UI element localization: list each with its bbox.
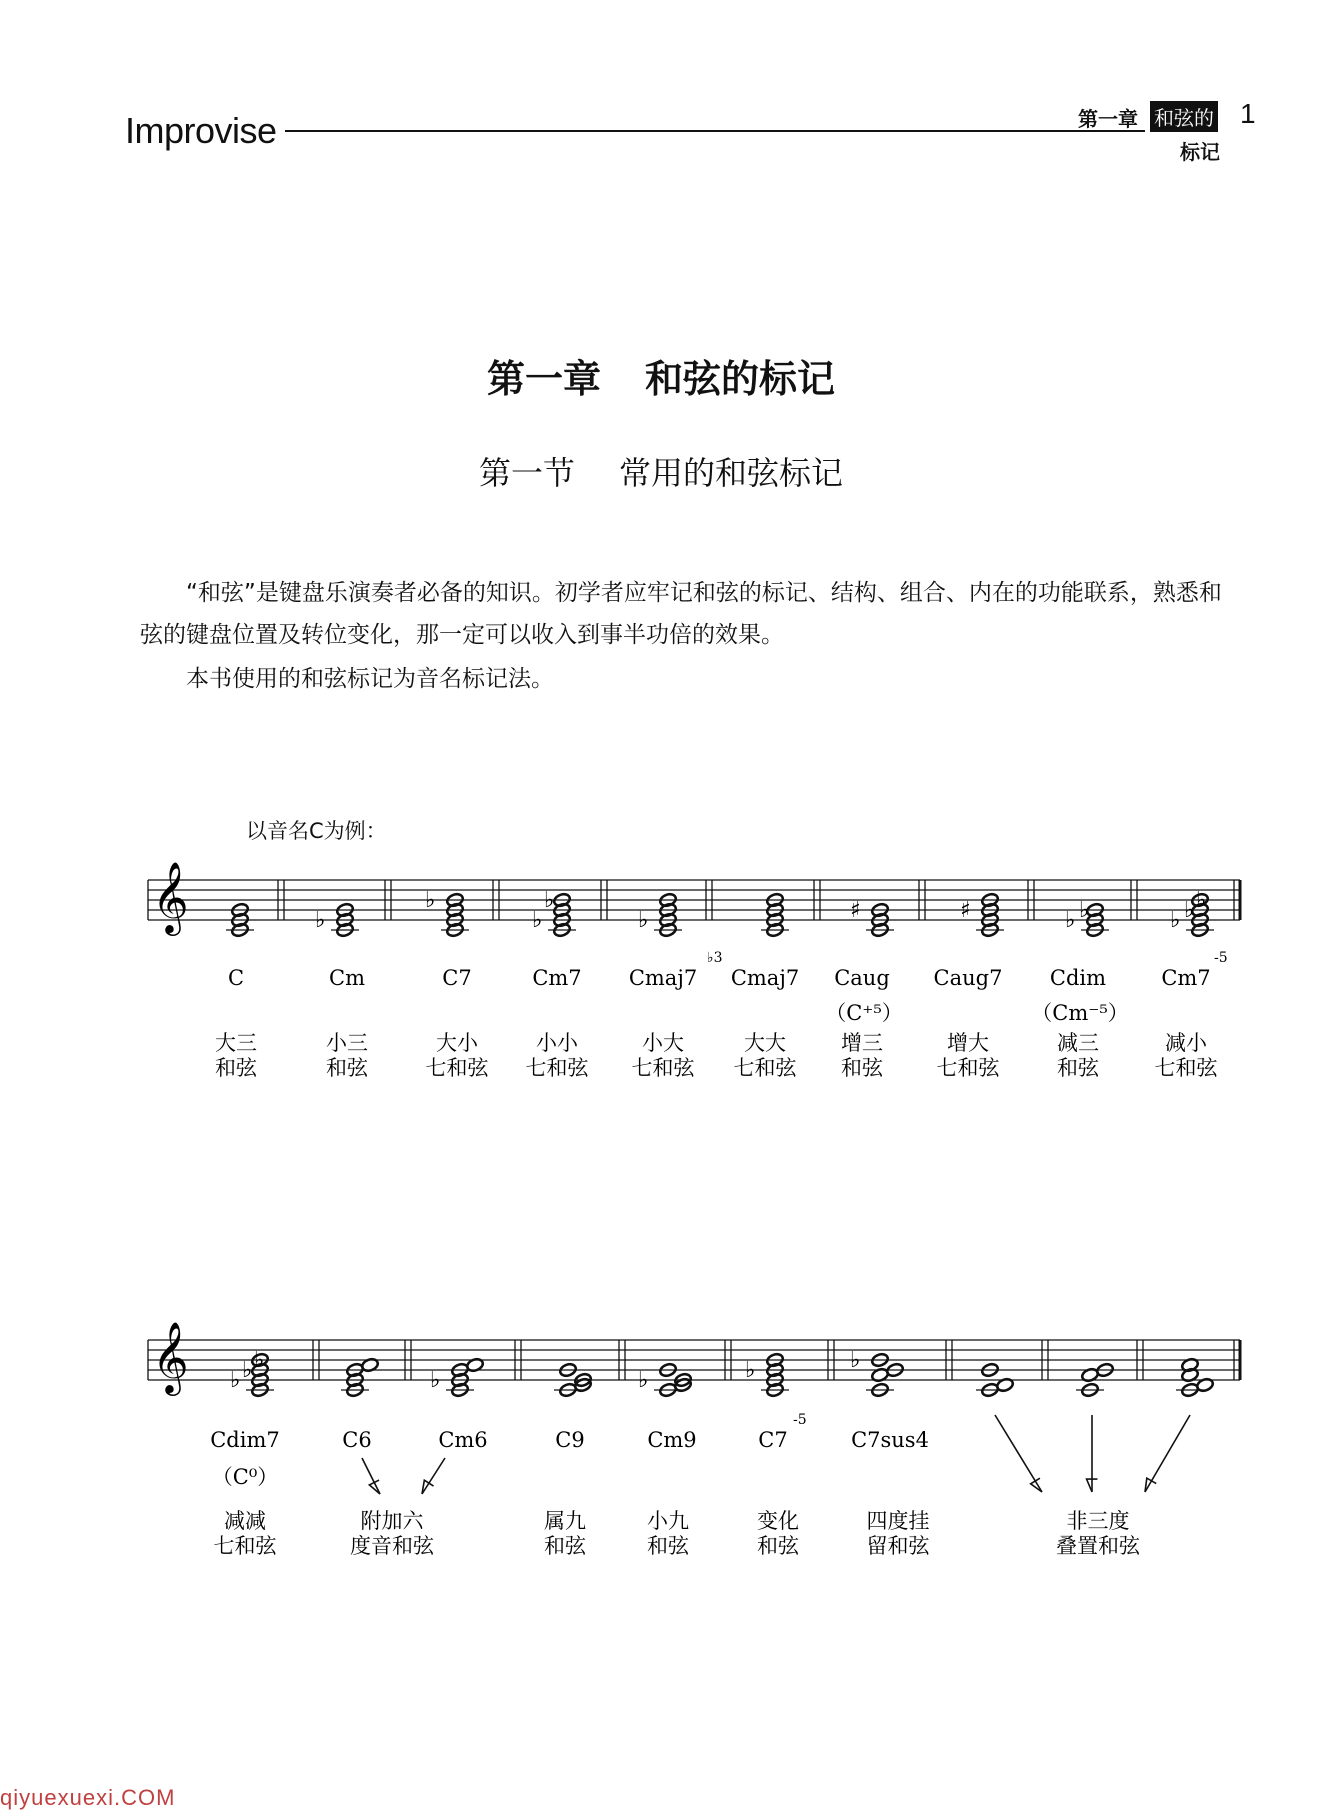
chord-name-line1: 增大 — [947, 1031, 989, 1055]
chord-symbol: C9 — [555, 1428, 585, 1452]
flat-icon: ♭ — [745, 1358, 756, 1383]
chord-symbol: C6 — [342, 1428, 372, 1452]
arrow-head-icon — [369, 1480, 380, 1494]
chord-superscript: ♭3 — [707, 950, 723, 966]
chord-name-line2: 七和弦 — [631, 1056, 695, 1080]
arrow-head-icon — [1031, 1478, 1042, 1492]
chord-symbol: Cdim — [1049, 966, 1107, 990]
chord-name-line2: 七和弦 — [733, 1056, 797, 1080]
chord-name-line1: 小小 — [536, 1031, 578, 1055]
flat-icon: ♭ — [638, 908, 649, 933]
header-chapter-sub: 标记 — [1180, 140, 1220, 164]
chord-superscript: -5 — [793, 1412, 807, 1428]
header-chapter-box: 和弦的 — [1150, 101, 1218, 132]
chord-name-line2: 留和弦 — [866, 1534, 930, 1558]
chord-name-line1: 属九 — [544, 1509, 586, 1533]
chord-name-line1: 减小 — [1165, 1031, 1207, 1055]
chord-symbol: Cm7 — [1161, 966, 1211, 990]
chord-symbol: Cmaj7 — [628, 966, 698, 990]
chord-name-line2: 七和弦 — [425, 1056, 489, 1080]
flat-icon: ♭ — [638, 1368, 649, 1393]
chapter-title-text: 和弦的标记 — [645, 357, 836, 401]
flat-icon: ♭ — [1170, 908, 1181, 933]
treble-clef-icon: 𝄞 — [152, 860, 189, 933]
chord-symbol: C7 — [442, 966, 472, 990]
chord-name-line2: 和弦 — [647, 1534, 689, 1558]
flat-icon: ♭ — [544, 888, 555, 913]
flat-icon: ♭ — [532, 908, 543, 933]
chord-name-line1: 小大 — [642, 1031, 684, 1055]
chord-name-line1: 四度挂 — [866, 1509, 930, 1533]
staff-row-2 — [148, 1320, 1240, 1398]
chord-superscript: -5 — [1214, 950, 1228, 966]
flat-icon: ♭ — [1184, 898, 1195, 923]
chord-name-line2: 七和弦 — [213, 1534, 277, 1558]
flat-icon: ♭ — [254, 1348, 265, 1373]
chord-name-line2: 七和弦 — [1154, 1056, 1218, 1080]
page-number: 1 — [1240, 98, 1256, 129]
paragraph-intro: “和弦”是键盘乐演奏者必备的知识。初学者应牢记和弦的标记、结构、组合、内在的功能联系，熟悉和弦的键盘位置及转位变化，那一定可以收入到事半功倍的效果。 — [140, 580, 1222, 648]
chord-name-line2: 和弦 — [1057, 1056, 1099, 1080]
flat-icon: ♭ — [315, 908, 326, 933]
chord-symbol: Caug — [834, 966, 890, 990]
flat-icon: ♭ — [242, 1358, 253, 1383]
section-title-number: 第一节 — [478, 454, 575, 492]
chord-alt-symbol: （Cm⁻⁵） — [1031, 1001, 1129, 1025]
watermark: qiyuexuexi.COM — [0, 1785, 176, 1810]
chord-name-line2: 和弦 — [326, 1056, 368, 1080]
chord-name-line1: 大小 — [436, 1031, 478, 1055]
chord-symbol: Cm9 — [647, 1428, 697, 1452]
chord-name-line2: 度音和弦 — [350, 1534, 434, 1558]
flat-icon: ♭ — [1079, 898, 1090, 923]
chord-name-line2: 和弦 — [841, 1056, 883, 1080]
chord-name-line1: 减三 — [1057, 1031, 1099, 1055]
flat-icon: ♭ — [430, 1368, 441, 1393]
paragraph-notation: 本书使用的和弦标记为音名标记法。 — [186, 666, 554, 692]
chord-symbol: C7 — [758, 1428, 788, 1452]
chord-name-line1: 小三 — [326, 1031, 368, 1055]
chord-symbol: Cm — [329, 966, 365, 990]
header-brand: Improvise — [125, 110, 277, 151]
sharp-icon: ♯ — [960, 898, 971, 923]
chord-labels — [210, 950, 1227, 1558]
example-label: 以音名C为例： — [246, 819, 387, 843]
chord-symbol: C7sus4 — [851, 1428, 929, 1452]
chord-symbol: Cmaj7 — [730, 966, 800, 990]
staff-row-1 — [148, 860, 1240, 938]
flat-icon: ♭ — [1065, 908, 1076, 933]
chord-name-line1: 非三度 — [1066, 1509, 1130, 1533]
chord-name-line1: 附加六 — [360, 1509, 424, 1533]
chord-name-line1: 变化 — [757, 1509, 799, 1533]
section-title-text: 常用的和弦标记 — [619, 454, 844, 492]
chord-symbol: Caug7 — [933, 966, 1003, 990]
flat-icon: ♭ — [425, 888, 436, 913]
chord-name-line1: 小九 — [647, 1509, 689, 1533]
chord-name-line1: 减减 — [224, 1509, 266, 1533]
sharp-icon: ♯ — [850, 898, 861, 923]
chord-symbol: Cm6 — [438, 1428, 488, 1452]
chord-name-line2: 七和弦 — [525, 1056, 589, 1080]
chord-name-line2: 和弦 — [757, 1534, 799, 1558]
header-chapter: 第一章 — [1078, 107, 1138, 131]
flat-icon: ♭ — [230, 1368, 241, 1393]
flat-icon: ♭ — [1196, 888, 1207, 913]
chord-name-line1: 大大 — [744, 1031, 786, 1055]
chord-symbol: C — [227, 966, 245, 990]
chord-alt-symbol: （C⁺⁵） — [825, 1001, 903, 1025]
chord-name-line2: 叠置和弦 — [1056, 1534, 1140, 1558]
arrow-line — [362, 1458, 380, 1494]
arrow-line — [422, 1458, 445, 1494]
chord-name-line1: 增三 — [841, 1031, 883, 1055]
treble-clef-icon: 𝄞 — [152, 1320, 189, 1393]
chord-name-line2: 和弦 — [215, 1056, 257, 1080]
flat-icon: ♭ — [850, 1348, 861, 1373]
chord-name-line2: 和弦 — [544, 1534, 586, 1558]
chord-alt-symbol: （C⁰） — [211, 1465, 279, 1489]
chord-symbol: Cm7 — [532, 966, 582, 990]
chord-name-line1: 大三 — [215, 1031, 257, 1055]
chord-name-line2: 七和弦 — [936, 1056, 1000, 1080]
chapter-title-number: 第一章 — [486, 357, 601, 401]
chord-symbol: Cdim7 — [210, 1428, 280, 1452]
